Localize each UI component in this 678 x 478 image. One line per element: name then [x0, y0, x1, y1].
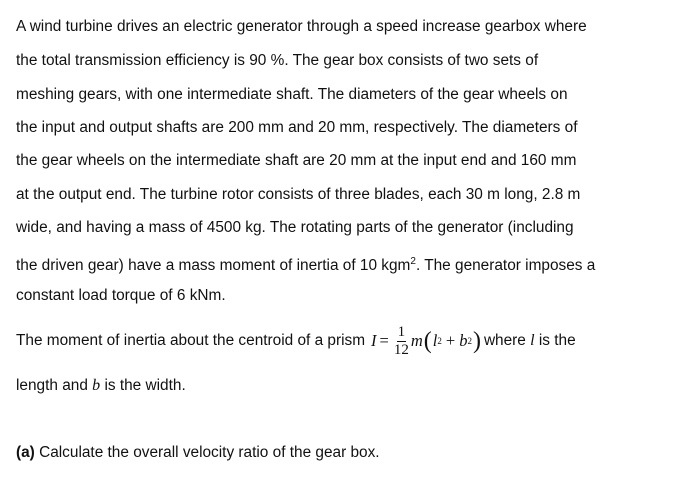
formula-lead-text: The moment of inertia about the centroid of a prism [16, 332, 366, 349]
text-line-8 [16, 252, 595, 276]
squared-superscript: 2 [410, 256, 416, 267]
question-a [16, 443, 380, 463]
fraction-denominator: 12 [393, 341, 409, 358]
continuation-lead: length and [16, 377, 88, 394]
formula-var-l: l [432, 331, 438, 350]
formula-var-i: I [371, 331, 377, 350]
formula-continuation [16, 376, 186, 396]
continuation-tail: is the width. [104, 377, 186, 394]
text-line-7: wide, and having a mass of 4500 kg. The rotating parts of the generator (including [16, 219, 574, 236]
formula-var-b: b [459, 331, 468, 350]
formula-is-the-text: is the [538, 332, 576, 349]
formula-equals: = [379, 331, 389, 350]
text-line-8-start: the driven gear) have a mass moment of inertia of 10 kgm [16, 257, 411, 274]
text-line-4: the input and output shafts are 200 mm and 20 mm, respectively. The diameters of [16, 119, 578, 136]
formula-close-paren: ) [472, 328, 481, 354]
text-line-9: constant load torque of 6 kNm. [16, 287, 226, 304]
moment-of-inertia-formula [371, 325, 482, 358]
formula-l-symbol: l [530, 332, 535, 349]
text-line-6: at the output end. The turbine rotor consists of three blades, each 30 m long, 2.8 m [16, 186, 581, 203]
question-a-label: (a) [16, 444, 35, 461]
formula-sup-l: 2 [437, 336, 442, 346]
formula-sentence [16, 318, 576, 364]
text-line-3: meshing gears, with one intermediate shaft. The diameters of the gear wheels on [16, 86, 568, 103]
question-a-text: Calculate the overall velocity ratio of the gear box. [39, 444, 380, 461]
formula-sup-b: 2 [467, 336, 472, 346]
width-b-symbol: b [92, 377, 101, 394]
formula-plus: + [445, 331, 456, 350]
text-line-2: the total transmission efficiency is 90 %. The gear box consists of two sets of [16, 52, 539, 69]
text-line-8-end: . The generator imposes a [415, 257, 596, 274]
text-line-1: A wind turbine drives an electric generator through a speed increase gearbox where [16, 18, 587, 35]
formula-where-text: where [483, 332, 526, 349]
formula-open-paren: ( [423, 328, 432, 354]
text-line-5: the gear wheels on the intermediate shaft are 20 mm at the input end and 160 mm [16, 152, 577, 169]
formula-var-m: m [410, 331, 423, 350]
formula-fraction [394, 325, 409, 358]
fraction-numerator: 1 [397, 323, 406, 340]
